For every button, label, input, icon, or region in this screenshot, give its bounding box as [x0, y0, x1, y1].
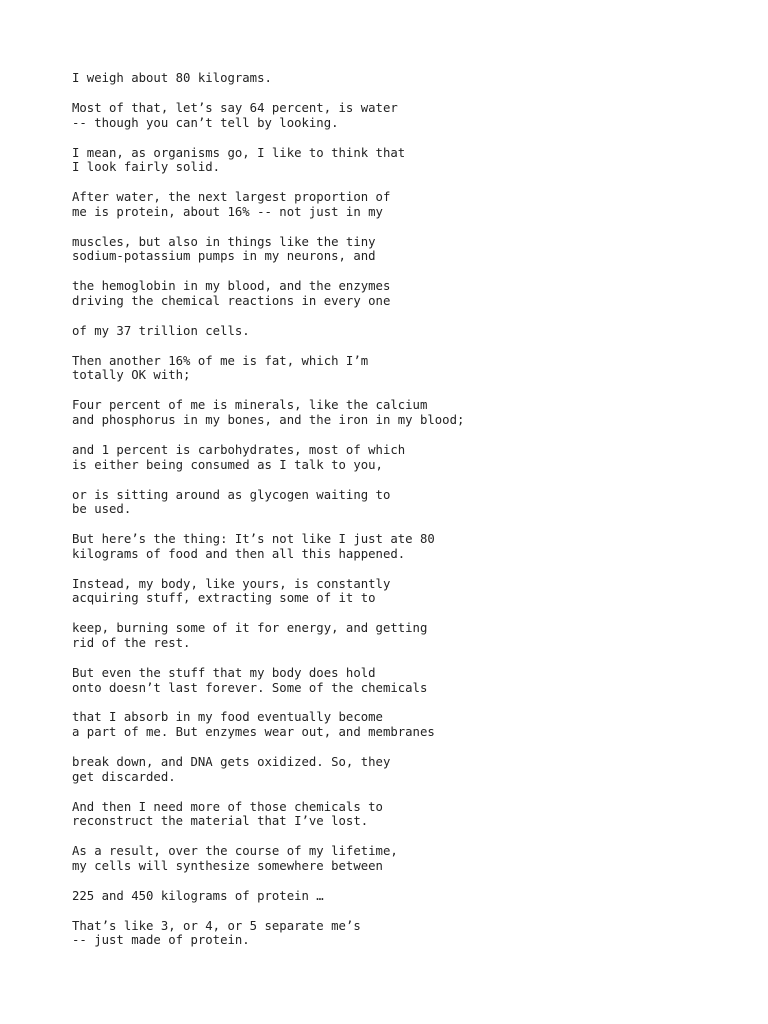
paragraph-20: 225 and 450 kilograms of protein …: [72, 888, 324, 903]
paragraph-11: or is sitting around as glycogen waiting to be used.: [72, 487, 391, 517]
paragraph-10: and 1 percent is carbohydrates, most of which is either being consumed as I talk to you,: [72, 443, 406, 472]
paragraph-5: muscles, but also in things like the tiny sodium-potassium pumps in my neurons, and: [72, 234, 376, 264]
paragraph-3: I mean, as organisms go, I like to think that I look fairly solid.: [72, 145, 406, 175]
paragraph-8: Then another 16% of me is fat, which I’m totally OK with;: [72, 353, 369, 383]
paragraph-6: the hemoglobin in my blood, and the enzymes driving the chemical reactions in every one: [72, 279, 391, 308]
paragraph-19: As a result, over the course of my lifetime, my cells will synthesize somewhere between: [72, 844, 398, 873]
paragraph-15: But even the stuff that my body does hold onto doesn’t last forever. Some of the chemicals: [72, 665, 428, 695]
paragraph-17: break down, and DNA gets oxidized. So, they get discarded.: [72, 755, 391, 784]
paragraph-13: Instead, my body, like yours, is constantly acquiring stuff, extracting some of it to: [72, 576, 391, 606]
paragraph-7: of my 37 trillion cells.: [72, 323, 250, 338]
paragraph-9: Four percent of me is minerals, like the calcium and phosphorus in my bones, and the iron in my blood;: [72, 398, 465, 428]
paragraph-2: Most of that, let’s say 64 percent, is water -- though you can’t tell by looking.: [72, 100, 398, 130]
paragraph-21: That’s like 3, or 4, or 5 separate me’s -- just made of protein.: [72, 918, 361, 948]
paragraph-18: And then I need more of those chemicals to reconstruct the material that I’ve lost.: [72, 799, 383, 829]
paragraph-14: keep, burning some of it for energy, and getting rid of the rest.: [72, 621, 428, 650]
paragraph-16: that I absorb in my food eventually become a part of me. But enzymes wear out, and membranes: [72, 710, 435, 740]
transcript-text: [72, 71, 732, 963]
paragraph-12: But here’s the thing: It’s not like I just ate 80 kilograms of food and then all this happened.: [72, 532, 435, 561]
paragraph-1: I weigh about 80 kilograms.: [72, 71, 272, 85]
paragraph-4: After water, the next largest proportion of me is protein, about 16% -- not just in my: [72, 190, 391, 219]
